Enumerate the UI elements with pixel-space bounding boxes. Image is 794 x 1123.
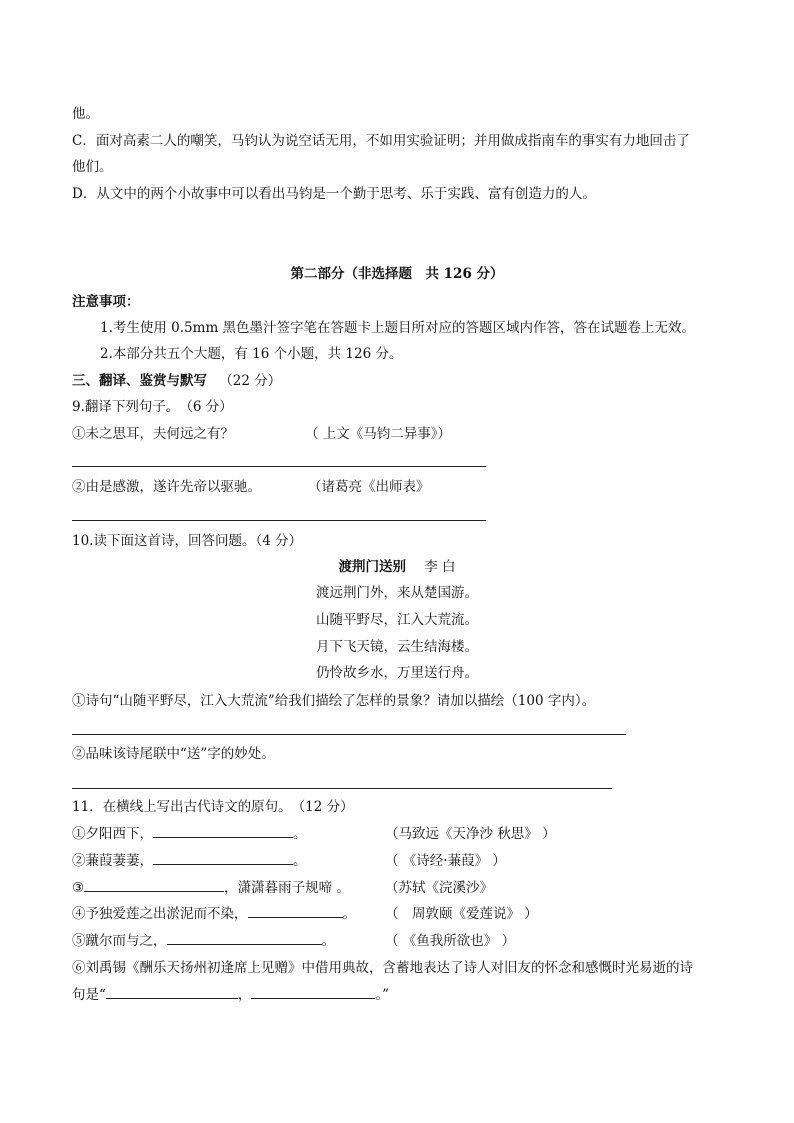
q11-blank-5[interactable] (167, 932, 322, 945)
notice-item-1: 1.考生使用 0.5mm 黑色墨汁签字笔在答题卡上题目所对应的答题区域内作答，答在试题卷上无效。 (100, 320, 696, 336)
q11-item-6-separator: ， (237, 987, 252, 1003)
q11-item-3-prefix: ③ (72, 880, 85, 896)
q11-item-1-suffix: 。 (293, 826, 307, 842)
q10-answer-line-2[interactable] (72, 788, 612, 789)
q11-item-6-prefix: 句是“ (72, 987, 106, 1003)
part2-title: 第二部分（非选择题 共 126 分） (290, 266, 504, 282)
q11-item-3-suffix: ，潇潇暮雨子规啼 。 (224, 880, 350, 896)
poem-line: 渡远荆门外，来从楚国游。 (316, 585, 478, 601)
q11-item-6-suffix: 。” (375, 987, 390, 1003)
q11-item-3-source: （苏轼《浣溪沙》 (385, 880, 493, 896)
section3-heading (72, 372, 281, 390)
q11-item-3 (72, 879, 350, 897)
q11-item-1-source: （马致远《天净沙 秋思》 ） (385, 826, 556, 842)
q10-stem: 10.读下面这首诗，回答问题。（4 分） (72, 533, 303, 549)
q11-stem: 11．在横线上写出古代诗文的原句。 （12 分） (72, 799, 354, 815)
q11-item-6-line2 (72, 986, 389, 1004)
q11-item-2-source: （ 《诗经·蒹葭》 ） (385, 853, 506, 869)
q11-item-1 (72, 825, 307, 843)
poem-author: 李 白 (424, 559, 456, 575)
section3-points: （22 分） (219, 373, 282, 389)
q11-blank-4[interactable] (248, 905, 343, 918)
q11-blank-3[interactable] (84, 879, 224, 892)
q11-blank-6a[interactable] (106, 986, 238, 999)
q11-item-6-line1: ⑥刘禹锡《酬乐天扬州初逢席上见赠》中借用典故，含蓄地表达了诗人对旧友的怀念和感慨时光易逝的诗 (72, 960, 693, 976)
q9-sentence-2-source: （诸葛亮《出师表》 (308, 479, 430, 495)
notice-heading: 注意事项： (72, 294, 140, 310)
option-d: D．从文中的两个小故事中可以看出马钧是一个勤于思考、乐于实践、富有创造力的人。 (72, 186, 596, 202)
q9-stem: 9.翻译下列句子。 （6 分） (72, 399, 233, 415)
q9-answer-line-1[interactable] (72, 466, 486, 467)
q9-sentence-2: ②由是感激，遂许先帝以驱驰。 (72, 479, 261, 495)
q11-item-5-source: （ 《鱼我所欲也》 ） (385, 933, 516, 949)
q11-item-4-suffix: 。 (342, 906, 356, 922)
poem-line: 仍怜故乡水，万里送行舟。 (316, 665, 478, 681)
q9-sentence-1: ①未之思耳，夫何远之有？ (72, 426, 234, 442)
q11-item-2-prefix: ②蒹葭萋萋， (72, 853, 153, 869)
poem-heading (0, 558, 794, 576)
q11-item-5 (72, 932, 335, 950)
q10-answer-line-1[interactable] (72, 734, 626, 735)
q11-item-5-suffix: 。 (321, 933, 335, 949)
q9-sentence-1-source: （ 上文《马钧二异事》） (305, 426, 452, 442)
q9-answer-line-2[interactable] (72, 520, 486, 521)
q10-sub-question-1: ①诗句“山随平野尽，江入大荒流”给我们描绘了怎样的景象？请加以描绘（100 字内）。 (72, 693, 596, 709)
option-c-line2: 他们。 (72, 159, 113, 175)
poem-line: 月下飞天镜，云生结海楼。 (316, 639, 478, 655)
q11-item-4 (72, 905, 356, 923)
q11-item-5-prefix: ⑤蹴尔而与之， (72, 933, 167, 949)
poem-title: 渡荆门送别 (338, 559, 406, 575)
q11-item-4-source: （ 周敦颐《爱莲说》 ） (385, 906, 538, 922)
notice-item-2: 2.本部分共五个大题，有 16 个小题，共 126 分。 (100, 346, 403, 362)
option-c-line1: C．面对高素二人的嘲笑，马钧认为说空话无用，不如用实验证明；并用做成指南车的事实有力地回击了 (72, 133, 690, 149)
q10-sub-question-2: ②品味该诗尾联中“送”字的妙处。 (72, 746, 275, 762)
section3-title: 三、翻译、鉴赏与默写 (72, 373, 207, 389)
q11-blank-6b[interactable] (251, 986, 375, 999)
q11-blank-2[interactable] (153, 852, 293, 865)
q11-item-1-prefix: ①夕阳西下， (72, 826, 153, 842)
q11-blank-1[interactable] (153, 825, 293, 838)
q11-item-2 (72, 852, 307, 870)
poem-line: 山随平野尽，江入大荒流。 (316, 612, 478, 628)
q11-item-2-suffix: 。 (293, 853, 307, 869)
q11-item-4-prefix: ④予独爱莲之出淤泥而不染， (72, 906, 248, 922)
option-b-continuation: 他。 (72, 106, 99, 122)
